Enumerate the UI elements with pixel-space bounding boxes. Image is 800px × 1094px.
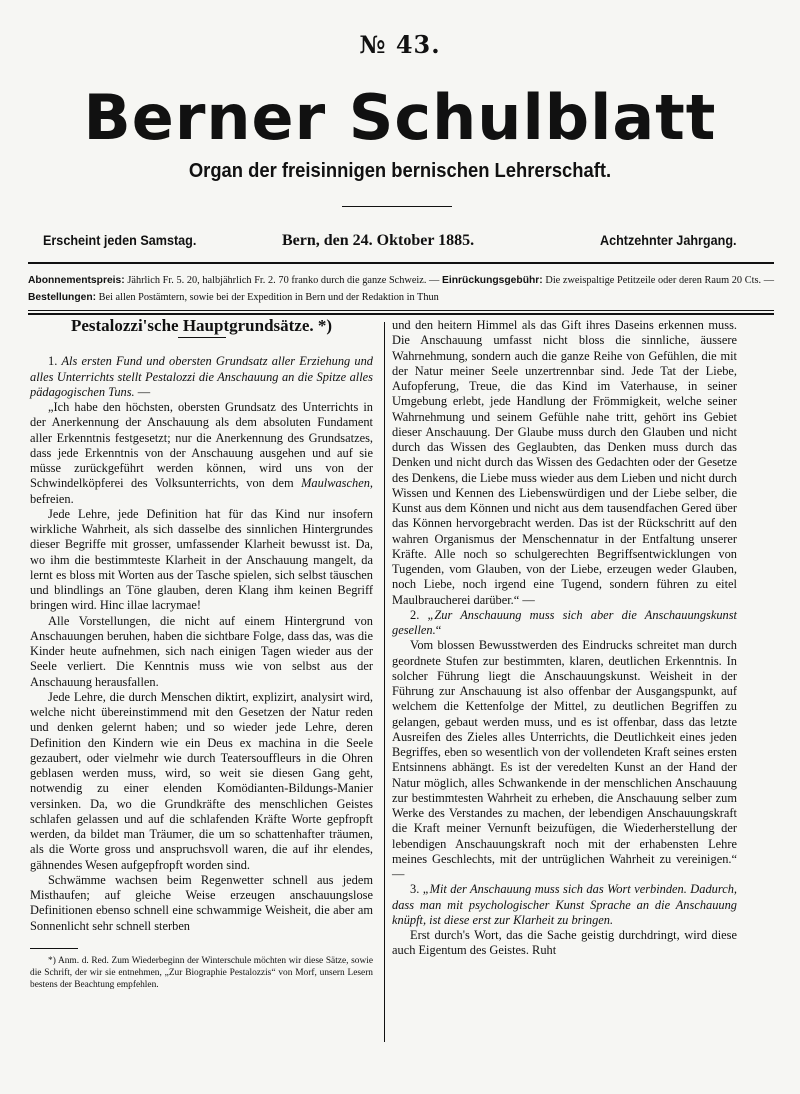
paragraph-6: Schwämme wachsen beim Regenwetter schnell aus jedem Misthaufen; auf gleiche Weise erzeugen anschauungslose Definitionen ebenso schnell eine schwammige Weisheit, die aber am Sonnenlicht sehr schnell sterben [30, 872, 373, 933]
paragraph-r5: Erst durch's Wort, das die Sache geistig durchdringt, wird diese auch Eigentum des Geistes. Ruht [392, 928, 737, 958]
principle-1-heading: Als ersten Fund und obersten Grundsatz aller Erziehung und alles Unterrichts stellt Pestalozzi die Anschauung an die Spitze alles pädagogischen Tuns. [30, 354, 374, 399]
paragraph-2 [30, 400, 373, 507]
best-text: Bei allen Postämtern, sowie bei der Expedition in Bern und der Redaktion in Thun [96, 292, 439, 303]
principle-3-heading: „Mit der Anschauung muss sich das Wort verbinden. Dadurch, dass man mit psychologischer Kunst Sprache an die Anschauung knüpft, ist diese erst zur Klarheit zu bringen. [392, 882, 737, 927]
notice-rule-2 [28, 313, 774, 315]
subscription-notice [28, 272, 774, 306]
top-rule [28, 262, 774, 264]
ein-label: Einrückungsgebühr: [442, 275, 543, 286]
masthead-title: Berner Schulblatt [83, 81, 717, 154]
notice-rule-1 [28, 310, 774, 311]
paragraph-5: Jede Lehre, die durch Menschen diktirt, explizirt, analysirt wird, welche nicht übereinstimmend mit den Gesetzen der Natur reden und denken gelernt haben; und so wieder jede Lehre, deren Definition den Kindern wie ein Deus ex machina in die Seele gezaubert, oder vielmehr wie durch Teatersouffleurs in die Ohren geblasen werden muss, wird, so weit sie diesen Gang geht, notwendig zu einer elenden Komödianten-Bildungs-Manier versinken. Da, wo die Grundkräfte des menschlichen Geistes schlafen gelassen und auf die schlafenden Kräfte Worte gepfropft werden, da bildet man Träumer, die um so schattenhafter träumen, als die Worte gross und anspruchsvoll waren, die auf ihr elendes, gähnendes Wesen aufgepfropft worden sind. [30, 689, 373, 872]
principle-2 [392, 608, 737, 639]
principle-3 [392, 882, 737, 928]
paragraph-r3: Vom blossen Bewusstwerden des Eindrucks schreitet man durch geordnete Stufen zur bestimmten, klaren, deutlichen Erkenntnis. In solcher Führung liegt die Anschauungskunst. Weisheit in der Führung zur Anschauung ist also offenbar der Ausgangspunkt, auf welchem die Kettenfolge der Mittel, zu deutlichen Begriffen zu gelangen, gebaut werden muss, und es ist offenbar, dass das letzte Ausreifen des Zieles alles Unterrichts, die Deutlichkeit eines jeden Begriffes, eben so wesentlich von der vollendeten Kraft seines ersten Entsinnens abhängt. Es ist der veredelten Kunst an der Hand der Natur möglich, alles Schwankende in der menschlichen Anschauung zur bestimmtesten Wahrheit zu erheben, die Anschauung selber zum Werke des Verstandes zu machen, der lebendigen Anschauungskraft die Kraft meiner Vernunft beizufügen, die Wiederherstellung der lebendigen Anschauungskraft noch mit der erhabensten Lehre meines Geschlechts, mit der untrüglichen Wahrheit zu vereinigen.“ — [392, 638, 737, 881]
footnote [30, 955, 373, 991]
ein-text: Die zweispaltige Petitzeile oder deren Raum 20 Cts. — [542, 275, 774, 286]
article-title: Pestalozzi'sche Hauptgrundsätze. *) [70, 316, 333, 335]
principle-2-number: 2. [410, 607, 428, 622]
abo-text: Jährlich Fr. 5. 20, halbjährlich Fr. 2. 70 franko durch die ganze Schweiz. — [124, 275, 443, 286]
masthead-divider [342, 206, 452, 207]
dateline-frequency: Erscheint jeden Samstag. [43, 232, 197, 248]
principle-2-quote: “ [435, 623, 442, 637]
paragraph-r1: und den heitern Himmel als das Gift ihres Daseins erkennen muss. Die Anschauung umfasst nicht bloss die sinnliche, äussere Wahrnehmung, sondern auch die ganze Reihe von Gefühlen, die mit der Natur meiner Seele unzertrennbar sind. Jede Tat der Liebe, Aufopferung, Treue, die das Kind im Vaterhause, in seiner Umgebung erlebt, jede Handlung der Frömmigkeit, welche seiner Wahrnehmung und seinem Gefühle nahe tritt, gehört ins Gebiet dieser Anschauung. Der Glaube muss durch den Glauben und nicht durch das Wissen des Geglaubten, das Denken muss durch das Denken und nicht durch das Wissen des Gedachten oder der Gesetze des Denkens, die Liebe muss wieder aus dem Lieben und nicht durch Wissen und Kennen des Liebenswürdigen und der Liebe selber, die Kunst aus dem Können und nicht aus dem tausendfachen Gered über das Können hervorgebracht werden. Das ist der Rückschritt auf den wahren Organismus der Menschennatur in der Entfaltung unserer Kräfte. Alle noch so schulgerechten Begriffsentwicklungen von Tugenden, vom Glauben, von der Liebe, erzeugen weder Glauben, noch Liebe, noch irgend eine Tugend, sondern führen zu eitel Maulbraucherei darüber.“ — [392, 318, 737, 607]
issue-number: № 43. [359, 30, 441, 59]
principle-3-number: 3. [410, 882, 423, 897]
footnote-text: *) Anm. d. Red. Zum Wiederbeginn der Winterschule möchten wir diese Sätze, sowie die Schrift, der wir sie entnehmen, „Zur Biographie Pestalozzis“ von Morf, unsern Lesern bestens der Beachtung empfehlen. [30, 955, 373, 990]
paragraph-4: Alle Vorstellungen, die nicht auf einem Hintergrund von Anschauungen beruhen, haben die sichtbare Folge, dass das, was die Kinder heute aufnehmen, sich nach einigen Tagen wieder aus der Seele verliert. Die Kenntnis muss wie von selbst aus der Anschauung herausfallen. [30, 613, 373, 689]
subtitle: Organ der freisinnigen bernischen Lehrerschaft. [188, 160, 612, 182]
column-divider [384, 322, 385, 1042]
footnote-divider [30, 948, 78, 949]
dateline-volume: Achtzehnter Jahrgang. [600, 232, 737, 248]
paragraph-3: Jede Lehre, jede Definition hat für das Kind nur insofern wirkliche Wahrheit, als sich dasselbe des sinnlichen Hintergrundes dieser Begriffe mit grosser, umfassender Klarheit bewusst ist. Da, wo ihm die bestimmteste Klarheit in der Anschauung mangelt, da lernt es bloss mit Worten aus der Tasche spielen, sich selbst täuschen und blindlings an Töne glauben, deren Klang ihm keinen Begriff bringen wird. Hinc illae lacrymae! [30, 506, 373, 613]
principle-2-heading: „Zur Anschauung muss sich aber die Anschauungskunst gesellen. [392, 607, 738, 637]
paragraph-2-italic: Maulwaschen, [301, 476, 373, 491]
title-divider [178, 337, 226, 338]
left-column [30, 318, 373, 991]
dateline-date: Bern, den 24. Oktober 1885. [282, 232, 475, 249]
principle-1 [30, 354, 373, 400]
principle-1-number: 1. [48, 354, 62, 369]
best-label: Bestellungen: [28, 292, 97, 303]
paragraph-2-text: „Ich habe den höchsten, obersten Grundsatz des Unterrichts in der Anerkennung der Anschauung als dem absoluten Fundament aller Erkenntnis festgesetzt; nur die Anerkennung des Grundsatzes, dass jede Erkenntnis von der Anschauung ausgehen und auf sie müsse zurückgeführt werden können, wird uns von der Schwindelköpferei des Volksunterrichts, von dem [30, 400, 373, 491]
right-column [392, 318, 737, 959]
paragraph-2-end: befreien. [30, 491, 74, 506]
principle-1-dash: — [134, 384, 151, 399]
abo-label: Abonnementspreis: [28, 275, 125, 286]
